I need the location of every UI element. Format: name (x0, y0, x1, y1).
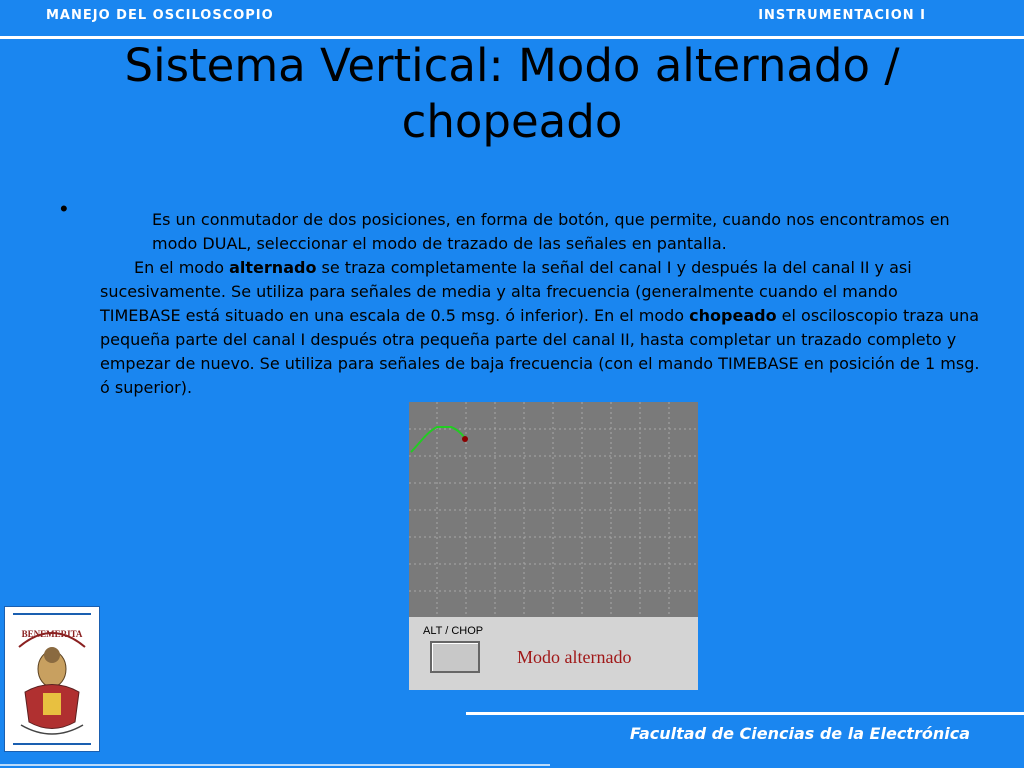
logo-emblem-icon (5, 607, 99, 751)
alt-chop-label: ALT / CHOP (423, 625, 484, 637)
mode-status-text: Modo alternado (517, 647, 632, 667)
paragraph-2-text-b: se traza completamente la señal del canal I y después la del canal II y asi sucesivamente. Se utiliza para señales de media y alta frecuencia (generalmente cuando el mando TIMEBASE está situado en una escala de 0.5 msg. ó inferior). En el modo (100, 258, 912, 325)
slide-title-line-1: Sistema Vertical: Modo alternado / (124, 39, 900, 92)
bottom-divider (466, 712, 1024, 715)
bullet-point: • (60, 196, 68, 221)
university-logo (4, 606, 100, 752)
paragraph-1 (100, 208, 980, 256)
header-left-title: MANEJO DEL OSCILOSCOPIO (46, 8, 274, 23)
oscilloscope-simulation (409, 402, 698, 690)
slide-title-line-2: chopeado (401, 95, 623, 148)
paragraph-2-text-a: En el modo (134, 258, 230, 277)
trace-cursor-dot (462, 436, 468, 442)
chopeado-term: chopeado (689, 306, 777, 325)
control-panel (409, 617, 698, 690)
alt-chop-button[interactable] (430, 641, 480, 673)
header-right-title: INSTRUMENTACION I (758, 8, 926, 23)
logo-text: BENEMERITA (21, 629, 83, 639)
bottom-left-divider (0, 764, 550, 766)
paragraph-1-text: Es un conmutador de dos posiciones, en forma de botón, que permite, cuando nos encontramos en modo DUAL, seleccionar el modo de trazado de las señales en pantalla. (152, 210, 950, 253)
oscilloscope-screen (409, 402, 698, 617)
paragraph-2 (100, 256, 980, 400)
slide-title (40, 38, 984, 150)
paragraph-2-text-c: el osciloscopio traza una pequeña parte del canal I después otra pequeña parte del canal II, hasta completar un trazado completo y empezar de nuevo. Se utiliza para señales de baja frecuencia (con el mando TIMEBASE en posición de 1 msg. ó superior). (100, 306, 980, 397)
alternado-term: alternado (229, 258, 317, 277)
footer-faculty: Facultad de Ciencias de la Electrónica (629, 724, 970, 743)
slide-body (100, 208, 980, 400)
